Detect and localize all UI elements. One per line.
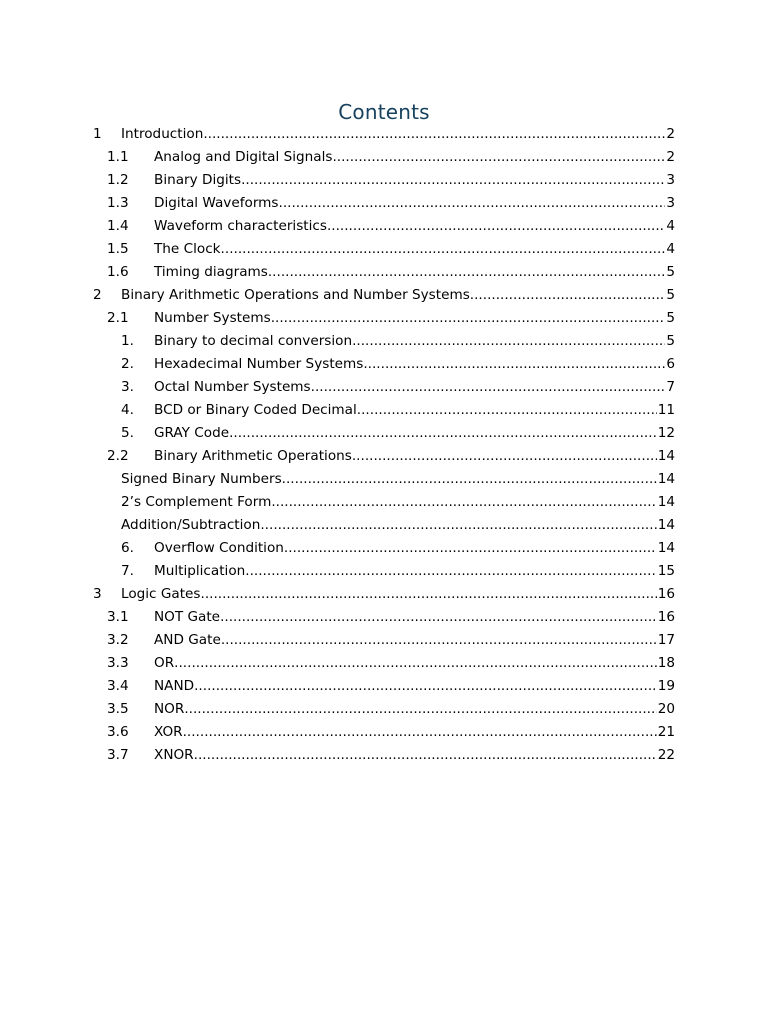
toc-entry-page-number: 2 bbox=[666, 126, 675, 142]
dot-leader bbox=[311, 377, 666, 398]
dot-leader bbox=[221, 630, 657, 651]
toc-entry-line bbox=[154, 699, 675, 720]
toc-entry[interactable] bbox=[93, 538, 675, 561]
toc-entry-number: 5. bbox=[121, 425, 134, 441]
toc-entry-page-number: 11 bbox=[657, 402, 675, 418]
toc-entry-line bbox=[121, 124, 675, 145]
toc-entry-line bbox=[121, 584, 675, 605]
toc-entry-page-number: 16 bbox=[657, 586, 675, 602]
dot-leader bbox=[470, 285, 666, 306]
toc-entry-line bbox=[154, 607, 675, 628]
toc-entry-line bbox=[154, 653, 675, 674]
toc-entry-label[interactable]: Number Systems bbox=[154, 310, 271, 326]
toc-entry-label[interactable]: XOR bbox=[154, 724, 183, 740]
toc-entry-label[interactable]: Binary Arithmetic Operations bbox=[154, 448, 352, 464]
toc-entry-line bbox=[154, 377, 675, 398]
toc-entry[interactable] bbox=[93, 607, 675, 630]
toc-entry-line bbox=[154, 630, 675, 651]
toc-entry-page-number: 19 bbox=[657, 678, 675, 694]
toc-entry-number: 1.5 bbox=[107, 241, 129, 257]
toc-entry-line bbox=[154, 722, 675, 743]
toc-entry-number: 1.6 bbox=[107, 264, 129, 280]
toc-entry-label[interactable]: Signed Binary Numbers bbox=[121, 471, 282, 487]
toc-entry-label[interactable]: XNOR bbox=[154, 747, 194, 763]
toc-entry-label[interactable]: Waveform characteristics bbox=[154, 218, 327, 234]
toc-entry-line bbox=[154, 170, 675, 191]
dot-leader bbox=[271, 308, 666, 329]
table-of-contents bbox=[93, 124, 675, 768]
toc-entry[interactable] bbox=[93, 515, 675, 538]
toc-entry[interactable] bbox=[93, 423, 675, 446]
toc-entry-label[interactable]: Logic Gates bbox=[121, 586, 201, 602]
toc-entry-label[interactable]: The Clock bbox=[154, 241, 221, 257]
dot-leader bbox=[203, 124, 665, 145]
toc-entry-page-number: 2 bbox=[666, 149, 675, 165]
dot-leader bbox=[245, 561, 656, 582]
toc-entry[interactable] bbox=[93, 400, 675, 423]
dot-leader bbox=[282, 469, 657, 490]
toc-entry-page-number: 16 bbox=[657, 609, 675, 625]
toc-entry-number: 6. bbox=[121, 540, 134, 556]
dot-leader bbox=[332, 147, 665, 168]
dot-leader bbox=[241, 170, 665, 191]
toc-entry-page-number: 14 bbox=[657, 517, 675, 533]
toc-entry-label[interactable]: Binary Digits bbox=[154, 172, 242, 188]
toc-entry-number: 2. bbox=[121, 356, 134, 372]
toc-entry-page-number: 14 bbox=[657, 540, 675, 556]
toc-entry[interactable] bbox=[93, 469, 675, 492]
toc-entry[interactable] bbox=[93, 377, 675, 400]
toc-entry-page-number: 3 bbox=[666, 172, 675, 188]
dot-leader bbox=[357, 400, 657, 421]
toc-entry-label[interactable]: GRAY Code bbox=[154, 425, 230, 441]
toc-entry-page-number: 12 bbox=[657, 425, 675, 441]
toc-entry-page-number: 14 bbox=[657, 448, 675, 464]
dot-leader bbox=[279, 193, 666, 214]
toc-entry-page-number: 6 bbox=[666, 356, 675, 372]
toc-heading: Contents bbox=[338, 100, 430, 124]
toc-entry[interactable] bbox=[93, 216, 675, 239]
toc-entry[interactable] bbox=[93, 239, 675, 262]
toc-entry-number: 3.1 bbox=[107, 609, 129, 625]
toc-entry-number: 1.1 bbox=[107, 149, 129, 165]
toc-entry-number: 3.2 bbox=[107, 632, 129, 648]
toc-entry-page-number: 3 bbox=[666, 195, 675, 211]
toc-entry-line bbox=[154, 262, 675, 283]
toc-entry-page-number: 20 bbox=[657, 701, 675, 717]
toc-entry-number: 1 bbox=[93, 126, 102, 142]
dot-leader bbox=[260, 515, 656, 536]
dot-leader bbox=[268, 262, 665, 283]
toc-entry[interactable] bbox=[93, 676, 675, 699]
dot-leader bbox=[352, 331, 665, 352]
toc-entry-label[interactable]: Multiplication bbox=[154, 563, 246, 579]
toc-entry-page-number: 14 bbox=[657, 494, 675, 510]
toc-entry-number: 3.5 bbox=[107, 701, 129, 717]
toc-entry-line bbox=[121, 515, 675, 536]
toc-entry-line bbox=[154, 239, 675, 260]
toc-entry-line bbox=[154, 331, 675, 352]
dot-leader bbox=[183, 722, 657, 743]
dot-leader bbox=[184, 699, 656, 720]
toc-entry-label[interactable]: NOT Gate bbox=[154, 609, 221, 625]
toc-entry-label[interactable]: NAND bbox=[154, 678, 195, 694]
toc-entry-label[interactable]: Introduction bbox=[121, 126, 204, 142]
toc-entry-page-number: 22 bbox=[657, 747, 675, 763]
toc-entry-line bbox=[154, 147, 675, 168]
toc-entry-number: 3.4 bbox=[107, 678, 129, 694]
toc-entry[interactable] bbox=[93, 492, 675, 515]
toc-entry-page-number: 21 bbox=[657, 724, 675, 740]
toc-entry[interactable] bbox=[93, 285, 675, 308]
toc-entry-number: 3.6 bbox=[107, 724, 129, 740]
toc-entry-label[interactable]: 2’s Complement Form bbox=[121, 494, 272, 510]
toc-entry-line bbox=[154, 561, 675, 582]
dot-leader bbox=[327, 216, 665, 237]
toc-entry-page-number: 18 bbox=[657, 655, 675, 671]
toc-entry-label[interactable]: Octal Number Systems bbox=[154, 379, 311, 395]
toc-entry-page-number: 4 bbox=[666, 218, 675, 234]
toc-entry-page-number: 4 bbox=[666, 241, 675, 257]
dot-leader bbox=[352, 446, 657, 467]
dot-leader bbox=[194, 745, 657, 766]
toc-entry[interactable] bbox=[93, 308, 675, 331]
toc-entry-number: 1. bbox=[121, 333, 134, 349]
dot-leader bbox=[284, 538, 657, 559]
toc-entry[interactable] bbox=[93, 193, 675, 216]
toc-entry-page-number: 14 bbox=[657, 471, 675, 487]
dot-leader bbox=[220, 607, 657, 628]
toc-entry[interactable] bbox=[93, 262, 675, 285]
toc-entry-page-number: 5 bbox=[666, 264, 675, 280]
toc-entry-number: 2.1 bbox=[107, 310, 129, 326]
toc-entry-line bbox=[121, 469, 675, 490]
toc-entry-label[interactable]: AND Gate bbox=[154, 632, 221, 648]
dot-leader bbox=[363, 354, 665, 375]
toc-entry-line bbox=[154, 400, 675, 421]
toc-entry-label[interactable]: Hexadecimal Number Systems bbox=[154, 356, 364, 372]
toc-entry-line bbox=[154, 538, 675, 559]
toc-entry[interactable] bbox=[93, 147, 675, 170]
toc-entry-line bbox=[154, 423, 675, 444]
toc-entry[interactable] bbox=[93, 561, 675, 584]
toc-entry-number: 1.2 bbox=[107, 172, 129, 188]
toc-entry-line bbox=[121, 285, 675, 306]
toc-entry-number: 3.3 bbox=[107, 655, 129, 671]
toc-entry-number: 2.2 bbox=[107, 448, 129, 464]
toc-entry-label[interactable]: BCD or Binary Coded Decimal bbox=[154, 402, 357, 418]
toc-entry-page-number: 17 bbox=[657, 632, 675, 648]
dot-leader bbox=[271, 492, 656, 513]
toc-entry-label[interactable]: Timing diagrams bbox=[154, 264, 268, 280]
toc-entry-number: 4. bbox=[121, 402, 134, 418]
toc-entry-label[interactable]: Analog and Digital Signals bbox=[154, 149, 333, 165]
toc-entry[interactable] bbox=[93, 584, 675, 607]
toc-entry-number: 1.4 bbox=[107, 218, 129, 234]
toc-entry[interactable] bbox=[93, 124, 675, 147]
dot-leader bbox=[194, 676, 657, 697]
toc-entry-label[interactable]: Overflow Condition bbox=[154, 540, 284, 556]
toc-entry-page-number: 15 bbox=[657, 563, 675, 579]
toc-entry-page-number: 5 bbox=[666, 333, 675, 349]
toc-entry-number: 1.3 bbox=[107, 195, 129, 211]
toc-entry-line bbox=[154, 676, 675, 697]
toc-entry[interactable] bbox=[93, 653, 675, 676]
toc-entry[interactable] bbox=[93, 170, 675, 193]
toc-entry-label[interactable]: NOR bbox=[154, 701, 185, 717]
toc-entry-line bbox=[154, 193, 675, 214]
toc-entry-number: 3. bbox=[121, 379, 134, 395]
toc-entry-number: 2 bbox=[93, 287, 102, 303]
toc-entry-label[interactable]: Addition/Subtraction bbox=[121, 517, 261, 533]
toc-entry-page-number: 5 bbox=[666, 287, 675, 303]
toc-entry-label[interactable]: OR bbox=[154, 655, 175, 671]
toc-entry-label[interactable]: Digital Waveforms bbox=[154, 195, 279, 211]
toc-entry-line bbox=[154, 354, 675, 375]
dot-leader bbox=[221, 239, 666, 260]
toc-entry-label[interactable]: Binary to decimal conversion bbox=[154, 333, 353, 349]
toc-entry-number: 3.7 bbox=[107, 747, 129, 763]
dot-leader bbox=[201, 584, 657, 605]
dot-leader bbox=[174, 653, 657, 674]
toc-entry[interactable] bbox=[93, 722, 675, 745]
toc-entry-page-number: 7 bbox=[666, 379, 675, 395]
toc-entry[interactable] bbox=[93, 699, 675, 722]
toc-entry-number: 7. bbox=[121, 563, 134, 579]
toc-entry-label[interactable]: Binary Arithmetic Operations and Number Systems bbox=[121, 287, 470, 303]
toc-entry-line bbox=[154, 308, 675, 329]
toc-entry-line bbox=[154, 216, 675, 237]
toc-entry-line bbox=[154, 446, 675, 467]
toc-entry[interactable] bbox=[93, 354, 675, 377]
toc-entry[interactable] bbox=[93, 630, 675, 653]
dot-leader bbox=[229, 423, 657, 444]
toc-entry[interactable] bbox=[93, 745, 675, 768]
toc-entry[interactable] bbox=[93, 446, 675, 469]
toc-entry-page-number: 5 bbox=[666, 310, 675, 326]
toc-entry-line bbox=[121, 492, 675, 513]
toc-entry-number: 3 bbox=[93, 586, 102, 602]
toc-entry[interactable] bbox=[93, 331, 675, 354]
toc-entry-line bbox=[154, 745, 675, 766]
